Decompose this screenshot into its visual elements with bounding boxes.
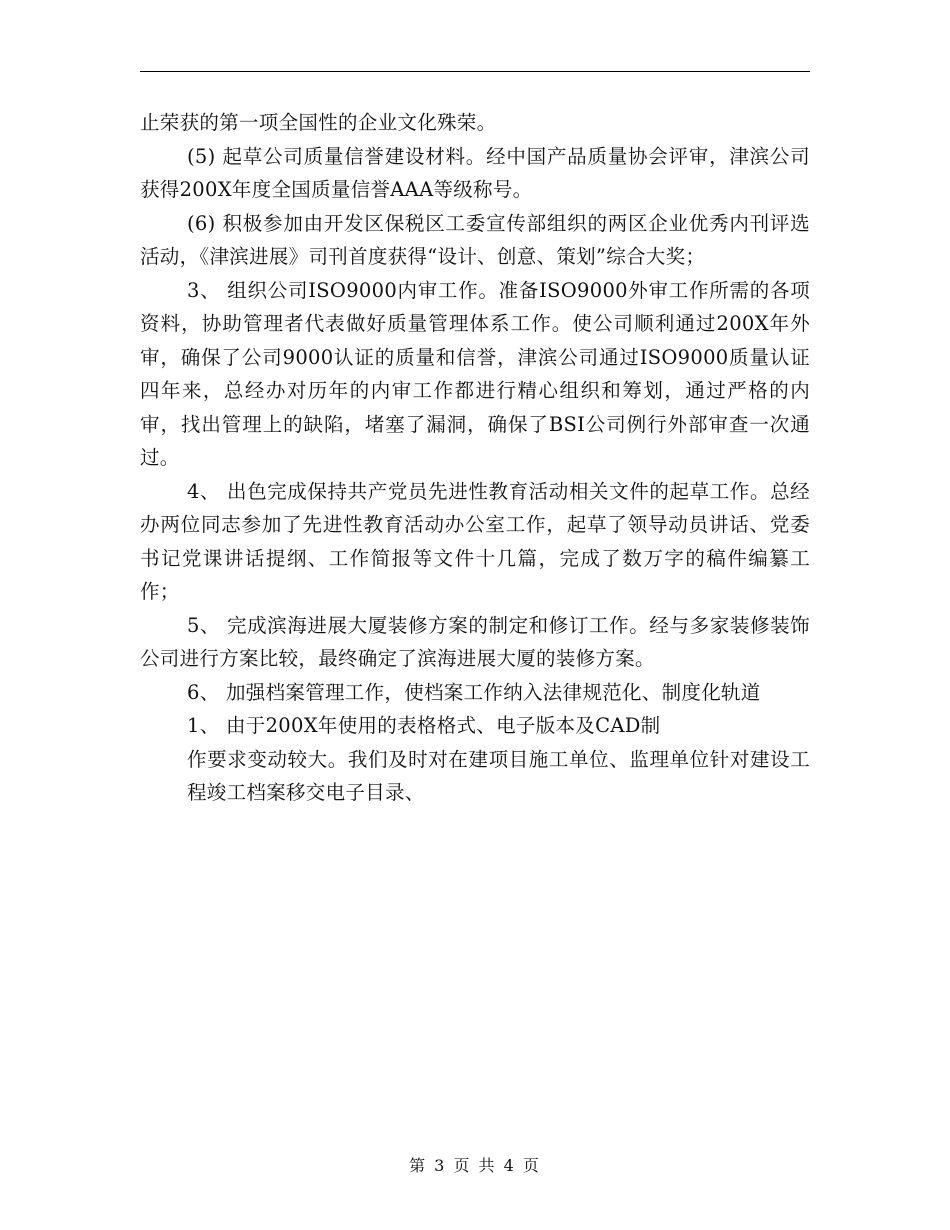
paragraph-item-5: (5) 起草公司质量信誉建设材料。经中国产品质量协会评审，津滨公司获得200X年度全国质量信誉AAA等级称号。 <box>140 144 810 201</box>
page-number: 第 3 页 共 4 页 <box>409 1156 541 1175</box>
document-body <box>140 106 810 810</box>
paragraph-section-4: 4、 出色完成保持共产党员先进性教育活动相关文件的起草工作。总经办两位同志参加了先进性教育活动办公室工作，起草了领导动员讲话、党委书记党课讲话提纲、工作简报等文件十几篇，完成了数万字的稿件编纂工作； <box>140 479 810 603</box>
header-rule <box>140 71 810 72</box>
paragraph-continuation: 止荣获的第一项全国性的企业文化殊荣。 <box>140 111 497 134</box>
paragraph-subitem-1-continued: 作要求变动较大。我们及时对在建项目施工单位、监理单位针对建设工程竣工档案移交电子目录、 <box>187 747 810 804</box>
paragraph-section-5: 5、 完成滨海进展大厦装修方案的制定和修订工作。经与多家装修装饰公司进行方案比较，最终确定了滨海进展大厦的装修方案。 <box>140 613 810 670</box>
paragraph-section-3: 3、 组织公司ISO9000内审工作。准备ISO9000外审工作所需的各项资料，协助管理者代表做好质量管理体系工作。使公司顺利通过200X年外审，确保了公司9000认证的质量和信誉，津滨公司通过ISO9000质量认证四年来，总经办对历年的内审工作都进行精心组织和筹划，通过严格的内审，找出管理上的缺陷，堵塞了漏洞，确保了BSI公司例行外部审查一次通过。 <box>140 278 810 469</box>
paragraph-subitem-1: 1、 由于200X年使用的表格格式、电子版本及CAD制 <box>187 714 661 737</box>
paragraph-item-6: (6) 积极参加由开发区保税区工委宣传部组织的两区企业优秀内刊评选活动，《津滨进展》司刊首度获得“设计、创意、策划”综合大奖； <box>140 211 810 268</box>
paragraph-section-6: 6、 加强档案管理工作，使档案工作纳入法律规范化、制度化轨道 <box>187 680 761 704</box>
